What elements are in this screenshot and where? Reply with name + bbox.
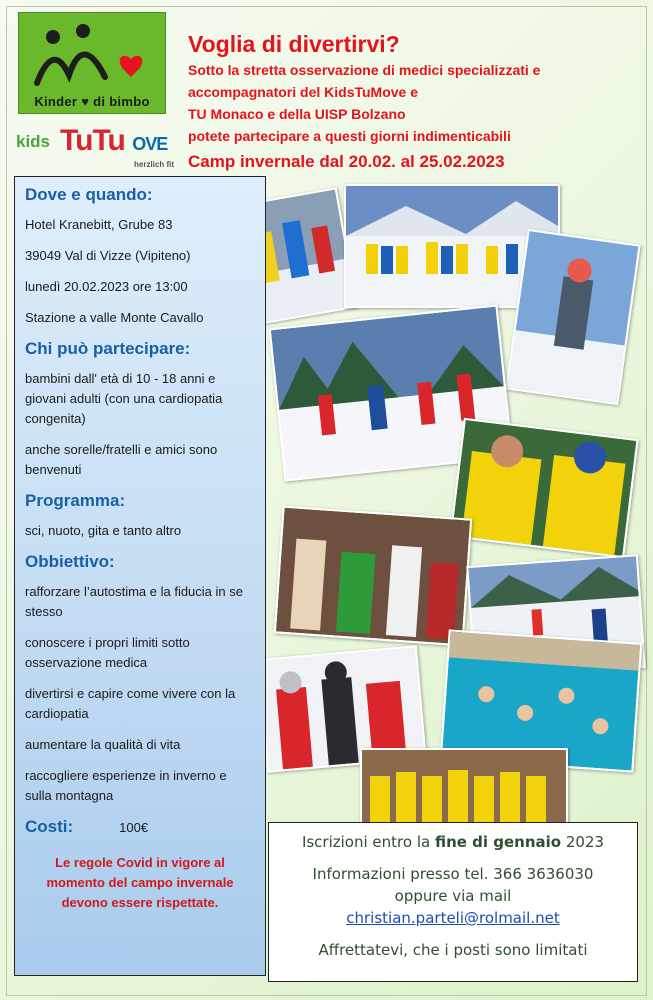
tumove-word bbox=[60, 124, 167, 158]
photo-collage bbox=[226, 176, 646, 816]
who-heading: Chi può partecipare: bbox=[25, 339, 191, 358]
where-line: Hotel Kranebitt, Grube 83 bbox=[25, 217, 173, 232]
header-line: TU Monaco e della UISP Bolzano bbox=[188, 106, 406, 122]
covid-notice: Le regole Covid in vigore al momento del campo invernale devono essere rispettate. bbox=[46, 855, 234, 910]
goal-line: raccogliere esperienze in inverno e sulla montagna bbox=[25, 768, 227, 803]
goal-line: rafforzare l’autostima e la fiducia in se stesso bbox=[25, 584, 243, 619]
who-line: anche sorelle/fratelli e amici sono benvenuti bbox=[25, 442, 218, 477]
kinder-logo-text: Kinder ♥ di bimbo bbox=[34, 94, 150, 109]
registration-box bbox=[268, 822, 638, 982]
info-panel bbox=[14, 176, 266, 976]
program-heading: Programma: bbox=[25, 491, 126, 510]
where-line: lunedì 20.02.2023 ore 13:00 bbox=[25, 279, 188, 294]
costs-row bbox=[25, 817, 255, 837]
photo-yellow-jackets bbox=[449, 418, 638, 559]
kinder-di-bimbo-logo bbox=[18, 12, 166, 114]
goal-line: aumentare la qualità di vita bbox=[25, 737, 181, 752]
photo-costume-party bbox=[274, 506, 472, 647]
mail-info: oppure via mail bbox=[394, 887, 512, 905]
header-line: accompagnatori del KidsTuMove e bbox=[188, 84, 419, 100]
tumove-tagline: herzlich fit bbox=[134, 160, 175, 169]
deadline-year: 2023 bbox=[561, 833, 605, 851]
deadline-bold: fine di gennaio bbox=[434, 833, 562, 851]
costs-heading: Costi: bbox=[25, 817, 74, 836]
header-line: potete partecipare a questi giorni indimenticabili bbox=[188, 128, 511, 144]
program-line: sci, nuoto, gita e tanto altro bbox=[25, 523, 182, 538]
kidstumove-logo bbox=[16, 122, 192, 174]
photo-skier-portrait bbox=[505, 229, 640, 405]
header bbox=[188, 30, 643, 172]
email-link[interactable]: christian.parteli@rolmail.net bbox=[346, 909, 560, 927]
phone-info: Informazioni presso tel. 366 3636030 bbox=[312, 865, 594, 883]
tumove-word-b: OVE bbox=[132, 134, 168, 154]
where-line: 39049 Val di Vizze (Vipiteno) bbox=[25, 248, 191, 263]
who-line: bambini dall' età di 10 - 18 anni e giovani adulti (con una cardiopatia congenita) bbox=[25, 371, 223, 426]
deadline-prefix: Iscrizioni entro la bbox=[301, 833, 435, 851]
registration-deadline bbox=[269, 833, 637, 851]
header-line: Sotto la stretta osservazione di medici specializzati e bbox=[188, 62, 541, 78]
goal-heading: Obbiettivo: bbox=[25, 552, 115, 571]
goal-line: divertirsi e capire come vivere con la cardiopatia bbox=[25, 686, 236, 721]
camp-dates: Camp invernale dal 20.02. al 25.02.2023 bbox=[188, 152, 505, 171]
page-title: Voglia di divertirvi? bbox=[188, 31, 400, 57]
price-value: 100€ bbox=[119, 820, 149, 835]
where-heading: Dove e quando: bbox=[25, 185, 153, 204]
where-line: Stazione a valle Monte Cavallo bbox=[25, 310, 204, 325]
kids-word: kids bbox=[16, 132, 51, 151]
tumove-word-a: TuTu bbox=[60, 124, 125, 157]
hurry-note: Affrettatevi, che i posti sono limitati bbox=[318, 941, 588, 959]
photo-group-indoor bbox=[360, 748, 568, 824]
goal-line: conoscere i propri limiti sotto osservazione medica bbox=[25, 635, 190, 670]
